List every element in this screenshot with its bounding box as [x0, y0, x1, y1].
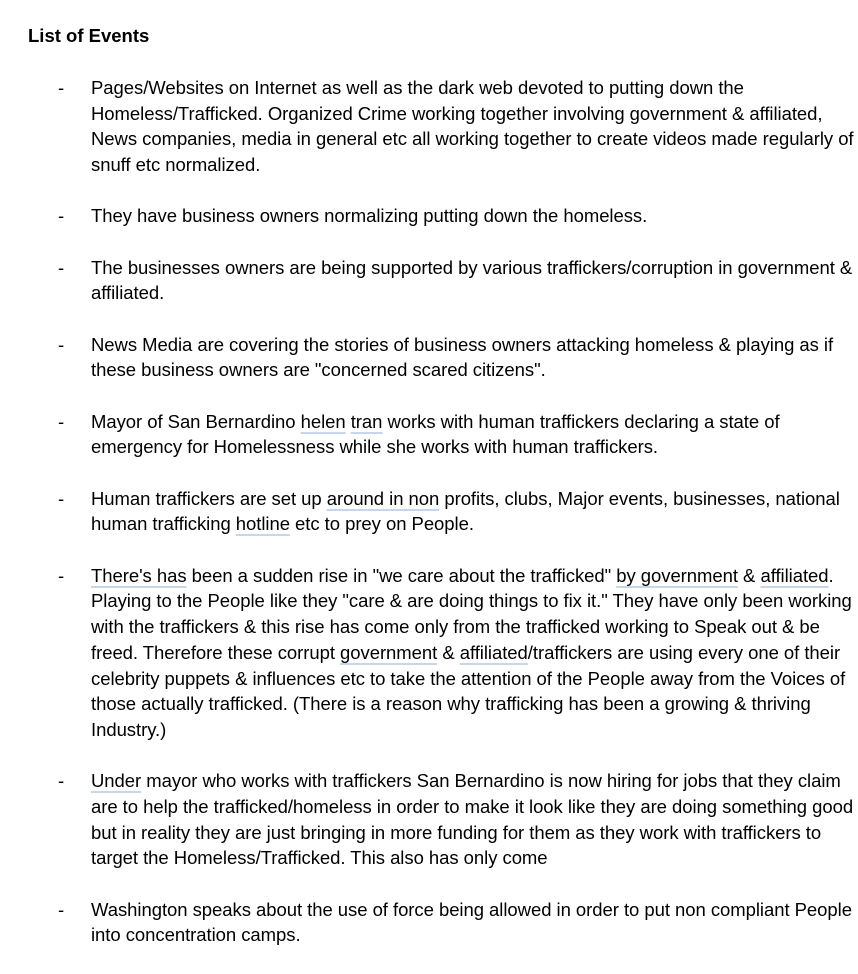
event-text: [91, 488, 840, 535]
event-text: [91, 565, 852, 740]
event-text-segment: been a sudden rise in "we care about the trafficked": [186, 564, 617, 586]
grammar-flagged-text: tran: [350, 410, 383, 432]
event-text: [91, 411, 780, 458]
document-title: List of Events: [28, 25, 150, 46]
event-text-segment: News Media are covering the stories of business owners attacking homeless & playing as if these business owners are "concerned scared citizens".: [91, 333, 834, 381]
bullet-dash: -: [58, 256, 65, 278]
bullet-dash: -: [58, 333, 65, 355]
bullet-dash: -: [58, 770, 65, 792]
event-list-item: [0, 255, 858, 306]
event-text-segment: mayor who works with traffickers San Bernardino is now hiring for jobs that they claim are to help the trafficked/homeless in order to make it look like they are doing something good but in reality they are just bringing in more funding for them as they work with traffickers to target the Homeless/Trafficked. This also has only come: [91, 770, 854, 869]
grammar-flagged-text: hotline: [235, 513, 290, 535]
event-text-segment: Pages/Websites on Internet as well as the dark web devoted to putting down the Homeless/Trafficked. Organized Crime working together involving government & affiliated, News companies, media in general etc all working together to create videos made regularly of snuff etc normalized.: [91, 77, 854, 176]
event-text-segment: profits, clubs, Major events, businesses, national human trafficking: [91, 487, 840, 535]
event-list-item: [0, 332, 858, 383]
event-text: [91, 770, 853, 868]
event-list-item: [0, 563, 858, 743]
event-text: [91, 77, 854, 175]
event-text: [91, 257, 852, 304]
event-text-segment: Washington speaks about the use of force being allowed in order to put non compliant People into concentration camps.: [91, 898, 852, 946]
event-text: [91, 899, 852, 946]
event-list-item: [0, 75, 858, 178]
event-text-segment: Human traffickers are set up: [91, 487, 327, 509]
grammar-flagged-text: helen: [300, 410, 346, 432]
bullet-dash: -: [58, 487, 65, 509]
bullet-dash: -: [58, 410, 65, 432]
event-text-segment: &: [437, 641, 460, 663]
grammar-flagged-text: by government: [616, 564, 738, 586]
event-list-item: [0, 486, 858, 537]
grammar-flagged-text: government: [340, 641, 438, 663]
grammar-flagged-text: There's has: [91, 564, 187, 586]
events-list: [0, 75, 858, 974]
event-text-segment: They have business owners normalizing putting down the homeless.: [91, 205, 648, 227]
grammar-flagged-text: affiliated: [760, 564, 829, 586]
event-list-item: [0, 409, 858, 460]
event-text-segment: /traffickers are using every one of their celebrity puppets & influences etc to take the attention of the People away from the Voices of those actually trafficked. (There is a reason why trafficking has been a growing & thriving Industry.): [91, 641, 846, 740]
event-list-item: [0, 897, 858, 948]
event-text: [91, 205, 647, 226]
bullet-dash: -: [58, 898, 65, 920]
event-text-segment: works with human traffickers declaring a state of emergency for Homelessness while she works with human traffickers.: [91, 410, 780, 458]
bullet-dash: -: [58, 77, 65, 98]
event-list-item: [0, 203, 858, 229]
event-text-segment: Mayor of San Bernardino: [91, 410, 301, 432]
event-text-segment: . Playing to the People like they "care & are doing things to fix it." They have only been working with the traffickers & this rise has come only from the trafficked working to Speak out & be freed. Therefore these corrupt: [91, 564, 852, 663]
event-text-segment: The businesses owners are being supported by various traffickers/corruption in government & affiliated.: [91, 256, 853, 304]
bullet-dash: -: [58, 564, 65, 586]
event-text-segment: &: [737, 564, 761, 586]
event-list-item: [0, 768, 858, 871]
grammar-flagged-text: around in non: [326, 487, 440, 509]
event-text-segment: etc to prey on People.: [289, 513, 474, 535]
event-text: [91, 334, 833, 381]
grammar-flagged-text: Under: [91, 770, 142, 792]
grammar-flagged-text: affiliated: [459, 641, 528, 663]
bullet-dash: -: [58, 205, 65, 227]
